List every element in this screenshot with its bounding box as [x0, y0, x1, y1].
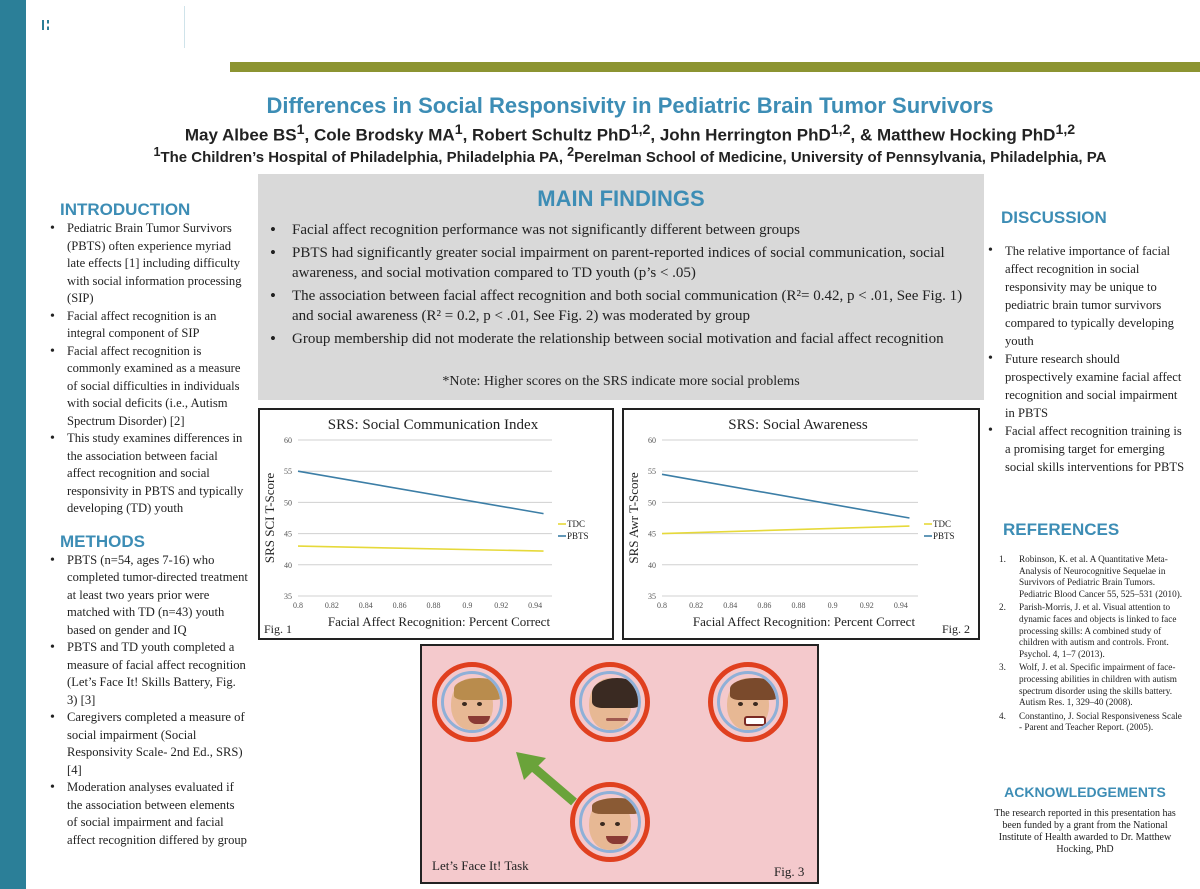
reference-number: 2. [999, 602, 1006, 613]
list-item: • Caregivers completed a measure of social impairment (Social Responsivity Scale- 2nd Ed., SRS) [4] [30, 709, 248, 779]
author-sup: 1 [454, 122, 463, 138]
face-icon [589, 798, 631, 850]
x-axis-label: Facial Affect Recognition: Percent Correct [692, 614, 916, 629]
penn-logo [214, 6, 324, 50]
discussion-heading: DISCUSSION [1001, 208, 1107, 227]
references-heading: REFERENCES [1003, 520, 1120, 539]
y-tick-label: 50 [284, 498, 292, 508]
list-item: • This study examines differences in the association between facial affect recognition and social responsivity in PBTS and typically developing (TD) youth [30, 430, 248, 518]
poster-authors: May Albee $BS^1$, Cole Brodsky $MA^1$, Robert Schultz PhD$^{1,2}$, John Herrington PhD$^{1,2}$, & Matthew Hocking PhD$^{1,2}$ [184, 122, 1076, 145]
penn-shield-icon [214, 10, 236, 38]
author-sup: 1 [296, 122, 305, 138]
list-item: • PBTS had significantly greater social impairment on parent-reported indices of social communication, social awareness, and social motivation compared to TD youth (p’s < .05) [268, 243, 968, 284]
author-sup: 1,2 [830, 122, 851, 138]
series-line-pbts [298, 471, 544, 513]
y-tick-label: 40 [284, 560, 292, 570]
logo-divider [184, 6, 185, 48]
x-axis-label: Facial Affect Recognition: Percent Correct [327, 614, 551, 629]
author-sup: 1,2 [1055, 122, 1076, 138]
author-name: Cole Brodsky MA [313, 125, 455, 145]
list-item: • The relative importance of facial affect recognition in social responsivity may be unique to pediatric brain tumor survivors compared to typically developing youth [985, 242, 1185, 350]
y-tick-label: 60 [648, 436, 656, 445]
penn-line-2: Medicine [244, 26, 324, 50]
y-tick-label: 45 [648, 529, 656, 539]
fig-3-label: Fig. 3 [774, 864, 805, 879]
y-tick-label: 60 [284, 436, 292, 445]
findings-note: *Note: Higher scores on the SRS indicate more social problems [442, 374, 800, 389]
reference-item [999, 711, 1185, 734]
reference-item [999, 602, 1185, 660]
x-tick-label: 0.88 [426, 601, 441, 610]
chart-title: SRS: Social Awareness [728, 417, 868, 433]
main-findings-panel [258, 174, 984, 400]
chart-svg [260, 410, 612, 638]
list-item: • Future research should prospectively examine facial affect recognition and social impairment in PBTS [985, 350, 1185, 422]
y-tick-label: 40 [648, 560, 656, 570]
reference-number: 3. [999, 662, 1006, 673]
discussion-list [985, 242, 1185, 476]
list-item: • Facial affect recognition training is a promising target for emerging social skills interventions for PBTS [985, 422, 1185, 476]
x-tick-label: 0.86 [392, 601, 407, 610]
chart-title: SRS: Social Communication Index [327, 417, 539, 433]
arrow-up-left-icon [512, 750, 582, 810]
author-sup: 1,2 [630, 122, 651, 138]
author-name: Matthew Hocking PhD [876, 125, 1056, 145]
chart-svg [624, 410, 978, 638]
reference-text: Robinson, K. et al. A Quantitative Meta-Analysis of Neurocognitive Sequelae in Survivors of Pediatric Brain Tumors. Pediatric Blood Cancer 55, 525–531 (2010). [1019, 554, 1183, 599]
task-label: Let’s Face It! Task [432, 858, 529, 873]
fig-label: Fig. 1 [264, 622, 293, 636]
face-icon [727, 678, 769, 730]
chart-social-awareness [622, 408, 980, 640]
list-item: • Facial affect recognition is commonly examined as a measure of social difficulties in individuals with social deficits (i.e., Autism Spectrum Disorder) [2] [30, 343, 248, 431]
legend-label: TDC [933, 519, 951, 529]
x-tick-label: 0.82 [689, 601, 704, 610]
introduction-heading: INTRODUCTION [60, 200, 191, 219]
legend-label: PBTS [567, 531, 589, 541]
series-line-tdc [662, 526, 909, 533]
x-tick-label: 0.92 [494, 601, 509, 610]
x-tick-label: 0.94 [528, 601, 543, 610]
x-tick-label: 0.9 [462, 601, 473, 610]
lets-face-it-figure [420, 644, 819, 884]
legend-label: PBTS [933, 531, 955, 541]
list-item: • The association between facial affect recognition and both social communication (R²= 0.42, p < .01, See Fig. 1) and social awareness (R² = 0.2, p < .01, See Fig. 2) was moderated by group [268, 286, 968, 327]
list-item: • Facial affect recognition performance was not significantly different between groups [268, 220, 968, 241]
reference-item [999, 554, 1185, 600]
legend-label: TDC [567, 519, 585, 529]
right-column [985, 208, 1185, 856]
list-item: • Facial affect recognition is an integral component of SIP [30, 308, 248, 343]
x-tick-label: 0.84 [723, 601, 738, 610]
acknowledgements-text: The research reported in this presentation has been funded by a grant from the National Institute of Health awarded to Dr. Matthew Hocking, PhD [994, 807, 1176, 855]
reference-number: 4. [999, 710, 1006, 721]
y-tick-label: 55 [284, 467, 292, 477]
face-target-top-right [708, 662, 788, 742]
list-item: • Moderation analyses evaluated if the association between elements of social impairment and facial affect recognition differed by group [30, 779, 248, 849]
x-tick-label: 0.82 [324, 601, 339, 610]
x-tick-label: 0.8 [657, 601, 667, 610]
list-item: • Group membership did not moderate the relationship between social motivation and facial affect recognition [268, 329, 968, 350]
author-conjunction: & [859, 125, 873, 145]
y-tick-label: 45 [284, 529, 292, 539]
penn-logo-text [244, 8, 323, 48]
affil-text: Perelman School of Medicine, University of Pennsylvania, Philadelphia, PA [574, 149, 1107, 166]
chop-logo-text [60, 10, 160, 46]
y-tick-label: 35 [284, 592, 292, 601]
poster-title: Differences in Social Responsivity in Pediatric Brain Tumor Survivors [266, 93, 994, 118]
x-tick-label: 0.8 [293, 601, 303, 610]
y-axis-label: SRS SCI T-Score [262, 472, 277, 564]
affil-sup: 1 [153, 145, 161, 159]
y-tick-label: 35 [648, 592, 656, 601]
x-tick-label: 0.92 [859, 601, 874, 610]
chop-line-1: Children's Hospital [60, 10, 160, 22]
introduction-list [30, 220, 248, 518]
reference-text: Constantino, J. Social Responsiveness Scale - Parent and Teacher Report. (2005). [1019, 710, 1182, 733]
poster-affiliations [60, 145, 1200, 166]
reference-item [999, 662, 1185, 708]
chop-line-2: of Philadelphia [60, 22, 139, 34]
reference-text: Wolf, J. et al. Specific impairment of face-processing abilities in children with autism spectrum disorder using the skills battery. Autism Res. 1, 329–40 (2008). [1019, 662, 1177, 708]
references-list [985, 554, 1185, 734]
penn-line-1: Penn [244, 6, 286, 30]
x-tick-label: 0.84 [358, 601, 373, 610]
face-icon [589, 678, 631, 730]
reference-text: Parish-Morris, J. et al. Visual attention to dynamic faces and objects is linked to face processing skills: A combined study of children with autism and controls. Front. Psychol. 4, 1–7 (2013). [1019, 602, 1177, 659]
methods-heading: METHODS [60, 531, 145, 551]
main-findings-heading: MAIN FINDINGS [537, 186, 705, 211]
author-name: John Herrington PhD [659, 125, 831, 145]
x-tick-label: 0.88 [791, 601, 806, 610]
series-line-pbts [662, 474, 909, 518]
reference-number: 1. [999, 554, 1006, 564]
series-line-tdc [298, 546, 544, 551]
list-item: • PBTS and TD youth completed a measure of facial affect recognition (Let’s Face It! Skills Battery, Fig. 3) [3] [30, 639, 248, 709]
x-tick-label: 0.9 [827, 601, 838, 610]
list-item: • PBTS (n=54, ages 7-16) who completed tumor-directed treatment at least two years prior were matched with TD (n=43) youth based on gender and IQ [30, 552, 248, 640]
y-tick-label: 50 [648, 498, 656, 508]
fig-label: Fig. 2 [942, 622, 971, 636]
x-tick-label: 0.86 [757, 601, 772, 610]
y-axis-label: SRS Awr T-Score [626, 472, 641, 564]
author-name: May Albee BS [184, 125, 297, 145]
main-findings-list [268, 220, 968, 351]
chop-logo [28, 6, 178, 54]
author-name: Robert Schultz PhD [472, 125, 631, 145]
olive-bar [230, 62, 1200, 72]
affil-sup: 2 [567, 145, 575, 159]
list-item: • Pediatric Brain Tumor Survivors (PBTS) often experience myriad late effects [1] including difficulty with social information processing (SIP) [30, 220, 248, 308]
chart-social-communication [258, 408, 614, 640]
face-target-top-left [432, 662, 512, 742]
acknowledgements-heading: ACKNOWLEDGEMENTS [1004, 783, 1166, 800]
x-tick-label: 0.94 [893, 601, 908, 610]
face-icon [451, 678, 493, 730]
affil-text: The Children’s Hospital of Philadelphia, Philadelphia PA, [160, 149, 568, 166]
face-probe-bottom [570, 782, 650, 862]
left-column [30, 200, 248, 849]
chop-logo-icon [28, 12, 54, 38]
y-tick-label: 55 [648, 467, 656, 477]
face-target-top-middle [570, 662, 650, 742]
chop-line-3: RESEARCH INSTITUTE [60, 35, 158, 44]
methods-list [30, 552, 248, 850]
